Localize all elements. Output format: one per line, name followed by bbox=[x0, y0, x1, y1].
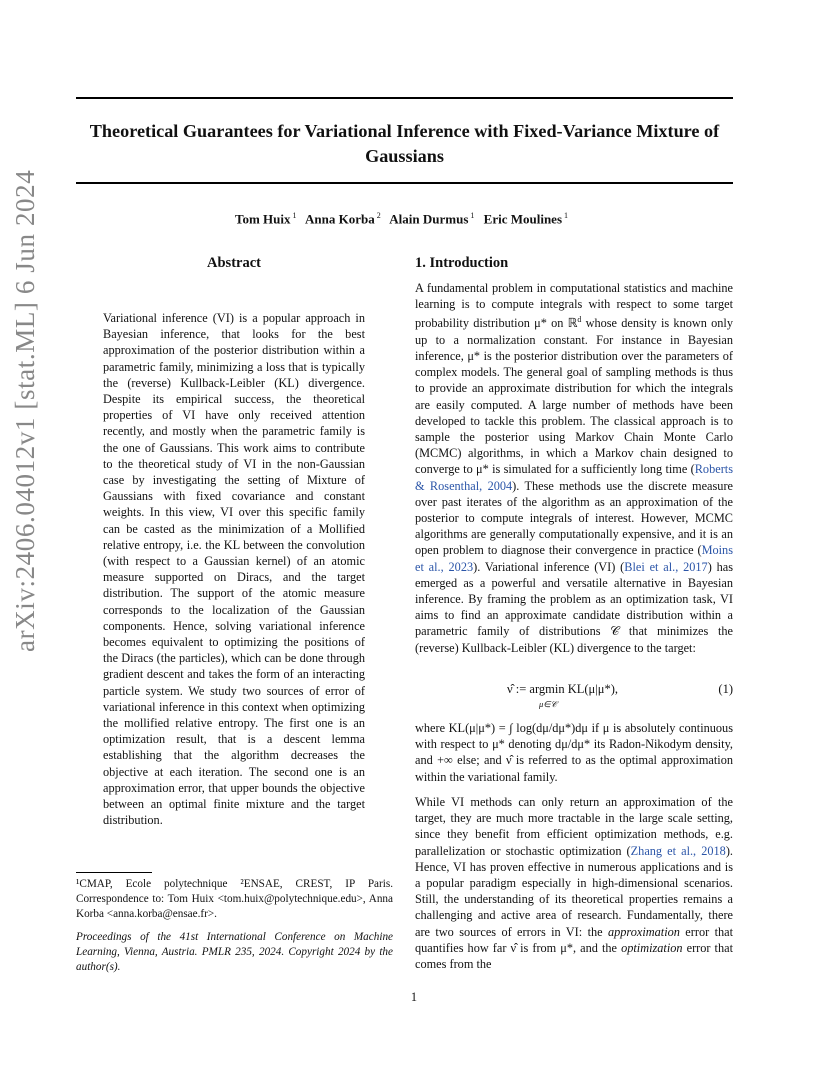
author-affiliation: 2 bbox=[376, 211, 381, 220]
page-number: 1 bbox=[410, 990, 418, 1004]
text-span: ). These methods use the discrete measure over past iterates of the algorithm as an approximation of the posterior to compute integrals of interest. However, MCMC algorithms are generally computationally expensive, and it is an open problem to diagnose their convergence in practice ( bbox=[415, 478, 733, 558]
abstract-text: Variational inference (VI) is a popular approach in Bayesian inference, that looks for the best approximation of the posterior distribution within a parametric family, minimizing a loss that is typically the (reverse) Kullback-Leibler (KL) divergence. Despite its empirical success, the theoretical properties of VI have only received attention recently, and mostly when the parametric family is the one of Gaussians. This work aims to contribute to the theoretical study of VI in the non-Gaussian case by investigating the setting of Mixture of Gaussians with fixed covariance and constant weights. In this view, VI over this specific family can be casted as the minimization of a Mollified relative entropy, i.e. the KL between the convolution (with respect to a Gaussian kernel) of an atomic measure supported on Diracs, and the target distribution. The support of the atomic measure corresponds to the localization of the Gaussian components. Hence, solving variational inference becomes equivalent to optimizing the positions of the Diracs (the particles), which can be done through gradient descent and takes the form of an interacting particle system. We study two sources of error of variational inference in this context when optimizing the mollified relative entropy. The first one is an optimization result, that is a descent lemma establishing that the algorithm decreases the objective at each iteration. The second one is an approximation error, that upper bounds the objective between an optimal finite mixture and the target distribution. bbox=[103, 311, 365, 828]
text-span: ). Hence, VI has proven effective in numerous applications and is a popular paradigm especially in high-dimensional scenarios. Still, the understanding of its theoretical properties remains a challenging and active area of research. Fundamentally, there are two sources of errors in VI: the bbox=[415, 843, 733, 939]
intro-paragraph-3 bbox=[415, 794, 733, 972]
superscript: d bbox=[577, 315, 582, 325]
equation-subscript: μ∈𝒞 bbox=[539, 699, 557, 709]
emphasis: optimization bbox=[621, 940, 683, 955]
arxiv-identifier: arXiv:2406.04012v1 [stat.ML] 6 Jun 2024 bbox=[10, 169, 40, 652]
text-span: whose density is known only up to a normalization constant. For instance in Bayesian inference, μ* is the posterior distribution over the parameters of complex models. The general goal of sampling methods is thus to provide an approximate distribution for which the integrals are easily computed. A large number of methods have been developed to tackle this problem. The classical approach is to sample the posterior using Markov Chain Monte Carlo (MCMC) algorithms, in which a Markov chain designed to converge to μ* is simulated for a sufficiently long time ( bbox=[415, 316, 733, 477]
paper-title: Theoretical Guarantees for Variational Inference with Fixed-Variance Mixture of Gaussians bbox=[89, 121, 720, 166]
proceedings-text: Proceedings of the 41st International Conference on Machine Learning, Vienna, Austria. PMLR 235, 2024. Copyright 2024 by the author(s). bbox=[76, 931, 393, 973]
proceedings-note bbox=[76, 930, 393, 975]
abstract-heading: Abstract bbox=[207, 255, 261, 271]
author-affiliation: 1 bbox=[564, 211, 569, 220]
equation: ν̂ := argmin KL(μ|μ*), bbox=[507, 682, 618, 696]
text-span: While VI methods can only return an approximation of the target, they are much more tractable in the large scale setting, since they benefit from efficient optimization methods, e.g. parallelization or stochastic optimization ( bbox=[415, 795, 733, 858]
intro-paragraph-2: where KL(μ|μ*) = ∫ log(dμ/dμ*)dμ if μ is absolutely continuous with respect to μ* denoting dμ/dμ* its Radon-Nikodym density, and +∞ else; and ν̂ is referred to as the optimal approximation within the variational family. bbox=[415, 721, 733, 784]
citation-link[interactable]: Roberts & Rosenthal, 2004 bbox=[415, 462, 733, 493]
footnote-rule bbox=[76, 872, 152, 873]
text-span: ). Variational inference (VI) ( bbox=[473, 559, 625, 574]
author-name: Alain Durmus bbox=[389, 211, 469, 227]
citation-link[interactable]: Zhang et al., 2018 bbox=[630, 843, 726, 858]
equation-number: (1) bbox=[718, 682, 733, 696]
title-bottom-rule bbox=[76, 182, 733, 184]
text-span: ) has emerged as a powerful and versatile alternative in Bayesian inference. By framing the problem as an optimization task, VI aims to find an approximate candidate distribution within a parametric family of distributions 𝒞 that minimizes the (reverse) Kullback-Leibler (KL) divergence to the target: bbox=[415, 559, 733, 655]
text-span: error that comes from the bbox=[415, 940, 733, 972]
text-span: error that quantifies how far ν̂ is from μ*, and the bbox=[415, 924, 734, 955]
author-name: Tom Huix bbox=[234, 211, 291, 227]
author-affiliation: 1 bbox=[470, 211, 475, 220]
author-name: Anna Korba bbox=[305, 211, 375, 227]
top-rule-thick bbox=[76, 97, 733, 99]
section-heading: 1. Introduction bbox=[415, 255, 509, 271]
emphasis: approximation bbox=[607, 924, 680, 939]
author-list bbox=[76, 211, 733, 227]
author-affiliation: 1 bbox=[292, 211, 297, 220]
footnote-affiliations: ¹CMAP, Ecole polytechnique ²ENSAE, CREST, IP Paris. Correspondence to: Tom Huix <tom.huix@polytechnique.edu>, Anna Korba <anna.korba@ensae.fr>. bbox=[76, 878, 393, 920]
text-span: A fundamental problem in computational statistics and machine learning is to compute integrals with respect to some target probability distribution μ* on ℝ bbox=[415, 281, 733, 331]
intro-paragraph-1 bbox=[415, 280, 733, 656]
citation-link[interactable]: Moins et al., 2023 bbox=[415, 543, 733, 574]
author-name: Eric Moulines bbox=[483, 211, 563, 227]
citation-link[interactable]: Blei et al., 2017 bbox=[624, 559, 708, 574]
